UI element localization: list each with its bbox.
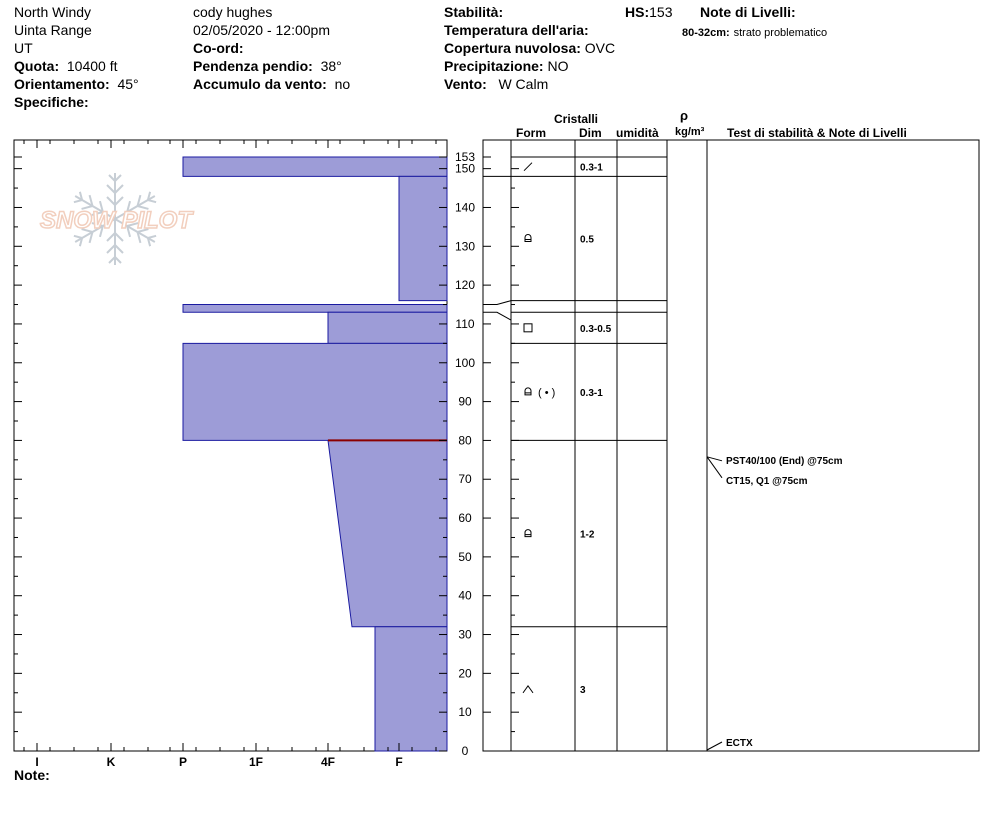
hardness-tick-label: 4F [320,755,336,769]
observer: cody hughes [193,4,273,20]
range: Uinta Range [14,22,92,38]
air-temp-label: Temperatura dell'aria: [444,22,589,38]
test-label: ECTX [726,738,753,749]
precip-label: Precipitazione: [444,58,544,74]
secondary-grain-icon: ( • ) [538,386,556,399]
datetime: 02/05/2020 - 12:00pm [193,22,330,38]
crystal-size: 0.5 [580,234,594,246]
height-tick-label: 10 [458,705,472,720]
aspect-label: Orientamento: [14,76,110,92]
layer-note-text: strato problematico [733,27,828,39]
moisture-header: umidità [616,126,659,140]
crystal-table-frame [483,140,979,751]
hardness-tick-label: I [35,755,39,769]
density-unit-header: kg/m³ [675,126,705,138]
height-tick-label: 30 [458,627,472,642]
location: North Windy [14,4,92,20]
test-pointer [707,742,722,750]
specifics-label: Specifiche: [14,94,89,110]
faceted-icon [524,324,532,332]
hardness-tick-label: P [178,755,188,769]
hs-value: 153 [649,4,673,20]
hs-label: HS: [625,4,650,20]
note-label: Note: [14,767,50,783]
slope-label: Pendenza pendio: [193,58,313,74]
hardness-bar [399,176,447,300]
coord-label: Co-ord: [193,40,244,56]
height-tick-label: 110 [455,316,475,331]
layer-note-range: 80-32cm: [682,27,730,39]
crystal-size: 0.3-0.5 [580,323,612,335]
aspect-value: 45° [117,76,139,92]
crystals-header: Cristalli [554,112,599,126]
hardness-bar [183,157,447,176]
layer-connector [483,301,511,305]
hardness-bar [328,312,447,343]
height-tick-label: 0 [461,744,469,758]
layer-connector [483,312,511,320]
height-tick-label: 40 [458,588,472,603]
cloud-value: OVC [584,40,616,56]
wind-loading-label: Accumulo da vento: [193,76,327,92]
height-tick-label: 60 [458,511,472,526]
height-tick-label: 153 [454,150,476,164]
layer-notes-label: Note di Livelli: [700,4,796,20]
rounded-grain-icon [525,530,531,537]
crystal-size: 0.3-1 [580,162,603,174]
size-header: Dim [579,126,602,140]
hardness-tick-label: F [395,755,403,769]
rounded-grain-icon [525,388,531,395]
height-tick-label: 80 [458,433,472,448]
hardness-tick-label: 1F [248,755,264,769]
tests-header: Test di stabilità & Note di Livelli [727,126,907,140]
crystal-size: 3 [580,684,586,696]
stability-label: Stabilità: [444,4,504,20]
wind-value: W Calm [498,76,549,92]
form-header: Form [516,126,546,140]
hardness-bar [183,305,447,313]
hardness-tick-label: K [106,755,116,769]
height-tick-label: 120 [454,278,476,293]
height-tick-label: 150 [454,161,476,176]
elevation-label: Quota: [14,58,60,74]
height-tick-label: 20 [458,666,472,681]
cloud-label: Copertura nuvolosa: [444,40,581,56]
rho-header: ρ [680,108,689,123]
rounded-grain-icon [525,235,531,242]
height-tick-label: 130 [454,239,476,254]
crystal-size: 0.3-1 [580,387,603,399]
slope-value: 38° [320,58,342,74]
state: UT [14,40,33,56]
height-tick-label: 140 [454,200,476,215]
crystal-size: 1-2 [580,529,595,541]
elevation-value: 10400 ft [66,58,118,74]
wind-loading-value: no [334,76,351,92]
logo-text: SNOW PILOT [40,207,192,234]
height-tick-label: 90 [458,394,472,409]
hardness-bar [375,627,447,751]
hardness-bar [183,343,447,440]
precip-value: NO [547,58,569,74]
height-tick-label: 100 [454,355,476,370]
decomposing-icon [524,163,532,171]
height-tick-label: 70 [458,472,472,487]
wind-label: Vento: [444,76,487,92]
test-label: PST40/100 (End) @75cm [726,455,843,467]
depth-hoar-icon [523,686,533,693]
hardness-bars [183,157,447,751]
hardness-bar [328,440,447,626]
stability-tests [707,456,843,750]
snowpilot-logo [40,173,194,265]
height-tick-label: 50 [458,549,472,564]
test-label: CT15, Q1 @75cm [726,475,808,487]
